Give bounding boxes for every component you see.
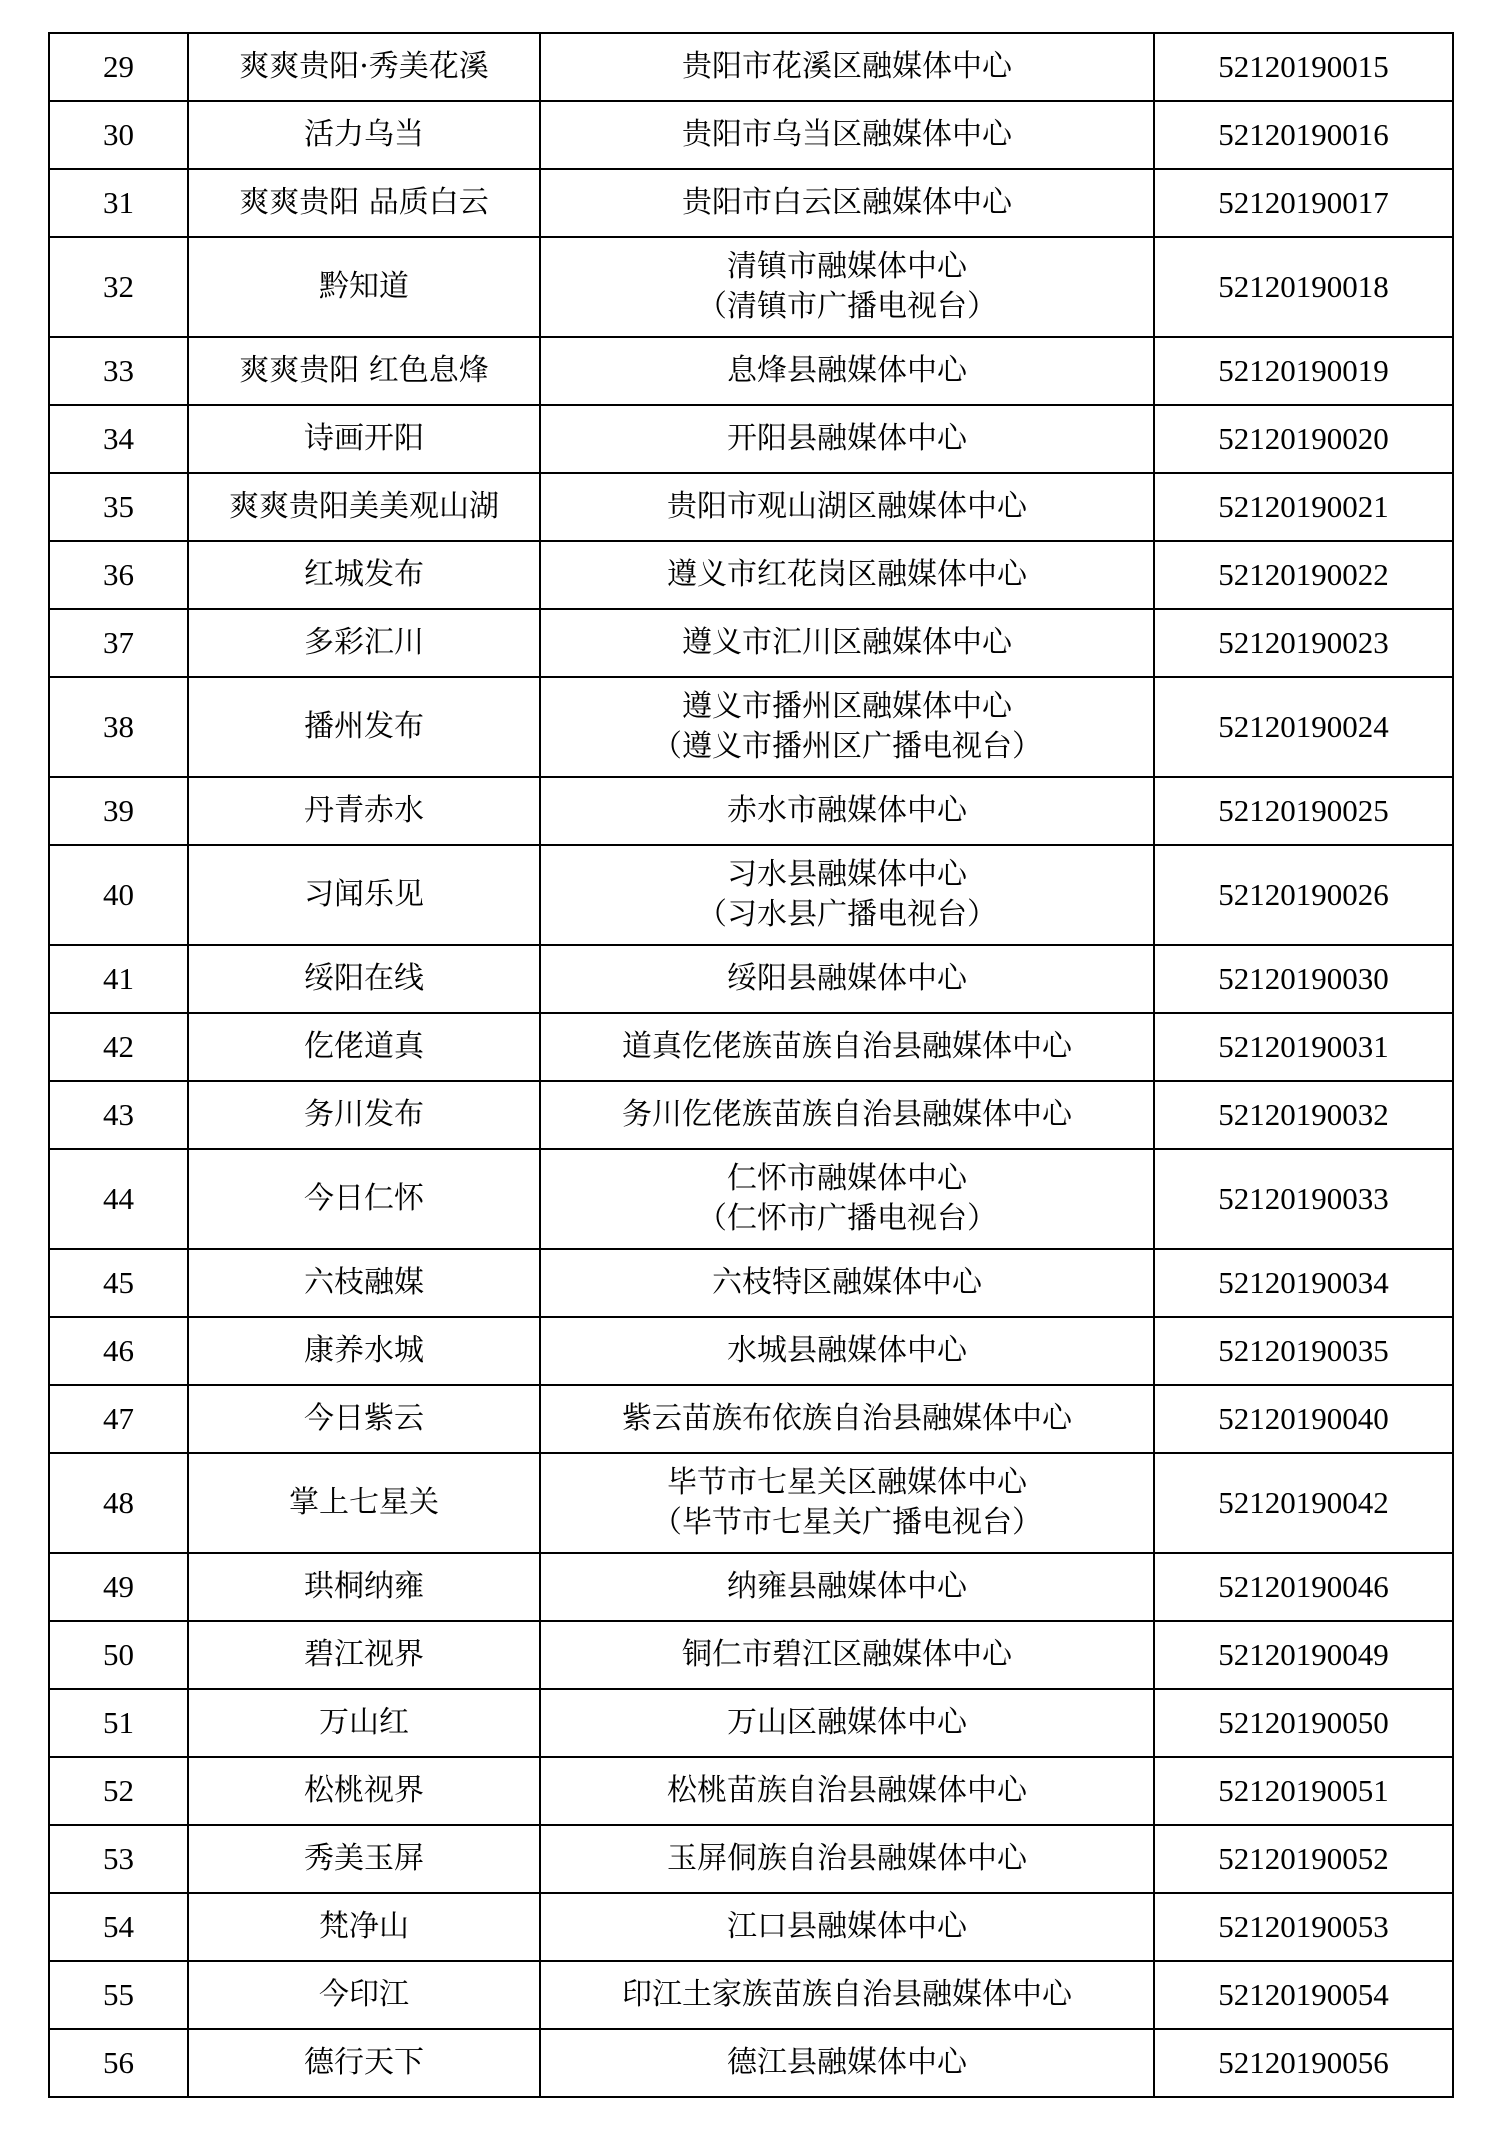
organization-cell — [540, 1825, 1154, 1893]
organization-name: 贵阳市乌当区融媒体中心 — [682, 117, 1012, 152]
organization-name: 万山区融媒体中心 — [727, 1705, 967, 1740]
organization-name: 贵阳市白云区融媒体中心 — [682, 185, 1012, 220]
row-number: 35 — [49, 473, 188, 541]
organization-alias: （遵义市播州区广播电视台） — [652, 729, 1042, 764]
account-name: 松桃视界 — [188, 1757, 540, 1825]
table-row — [49, 1961, 1453, 2029]
registration-code: 52120190025 — [1154, 777, 1453, 845]
account-name: 多彩汇川 — [188, 609, 540, 677]
table-row — [49, 677, 1453, 777]
account-name: 掌上七星关 — [188, 1453, 540, 1553]
registration-code: 52120190031 — [1154, 1013, 1453, 1081]
organization-cell — [540, 237, 1154, 337]
table-row — [49, 1317, 1453, 1385]
table-row — [49, 1249, 1453, 1317]
account-name: 丹青赤水 — [188, 777, 540, 845]
account-name: 红城发布 — [188, 541, 540, 609]
organization-cell — [540, 1689, 1154, 1757]
registration-code: 52120190023 — [1154, 609, 1453, 677]
organization-cell — [540, 1553, 1154, 1621]
registration-code: 52120190015 — [1154, 33, 1453, 101]
registration-code: 52120190026 — [1154, 845, 1453, 945]
organization-name: 印江土家族苗族自治县融媒体中心 — [622, 1977, 1072, 2012]
registration-code: 52120190050 — [1154, 1689, 1453, 1757]
organization-name: 江口县融媒体中心 — [727, 1909, 967, 1944]
row-number: 54 — [49, 1893, 188, 1961]
organization-cell — [540, 1081, 1154, 1149]
organization-cell — [540, 33, 1154, 101]
account-name: 碧江视界 — [188, 1621, 540, 1689]
table-row — [49, 541, 1453, 609]
organization-name: 务川仡佬族苗族自治县融媒体中心 — [622, 1097, 1072, 1132]
table-row — [49, 473, 1453, 541]
organization-name: 赤水市融媒体中心 — [727, 793, 967, 828]
organization-cell — [540, 2029, 1154, 2097]
account-name: 诗画开阳 — [188, 405, 540, 473]
row-number: 48 — [49, 1453, 188, 1553]
media-registry-table — [48, 32, 1454, 2098]
account-name: 爽爽贵阳美美观山湖 — [188, 473, 540, 541]
account-name: 黔知道 — [188, 237, 540, 337]
registration-code: 52120190035 — [1154, 1317, 1453, 1385]
organization-cell — [540, 541, 1154, 609]
registration-code: 52120190053 — [1154, 1893, 1453, 1961]
row-number: 41 — [49, 945, 188, 1013]
account-name: 务川发布 — [188, 1081, 540, 1149]
row-number: 36 — [49, 541, 188, 609]
account-name: 今日紫云 — [188, 1385, 540, 1453]
table-row — [49, 169, 1453, 237]
registration-code: 52120190049 — [1154, 1621, 1453, 1689]
organization-cell — [540, 677, 1154, 777]
table-row — [49, 405, 1453, 473]
organization-name: 德江县融媒体中心 — [727, 2045, 967, 2080]
organization-name: 道真仡佬族苗族自治县融媒体中心 — [622, 1029, 1072, 1064]
account-name: 六枝融媒 — [188, 1249, 540, 1317]
organization-cell — [540, 1453, 1154, 1553]
organization-cell — [540, 169, 1154, 237]
organization-cell — [540, 1621, 1154, 1689]
account-name: 绥阳在线 — [188, 945, 540, 1013]
table-row — [49, 1081, 1453, 1149]
organization-alias: （习水县广播电视台） — [697, 897, 997, 932]
organization-name: 贵阳市花溪区融媒体中心 — [682, 49, 1012, 84]
row-number: 46 — [49, 1317, 188, 1385]
table-row — [49, 2029, 1453, 2097]
organization-name: 开阳县融媒体中心 — [727, 421, 967, 456]
row-number: 50 — [49, 1621, 188, 1689]
table-row — [49, 1149, 1453, 1249]
row-number: 31 — [49, 169, 188, 237]
row-number: 34 — [49, 405, 188, 473]
table-row — [49, 1757, 1453, 1825]
organization-cell — [540, 337, 1154, 405]
table-row — [49, 1553, 1453, 1621]
organization-cell — [540, 1385, 1154, 1453]
account-name: 万山红 — [188, 1689, 540, 1757]
row-number: 33 — [49, 337, 188, 405]
table-body — [49, 33, 1453, 2097]
organization-name: 毕节市七星关区融媒体中心 — [667, 1465, 1027, 1500]
organization-cell — [540, 1757, 1154, 1825]
registration-code: 52120190054 — [1154, 1961, 1453, 2029]
organization-cell — [540, 609, 1154, 677]
registration-code: 52120190034 — [1154, 1249, 1453, 1317]
organization-cell — [540, 1249, 1154, 1317]
table-row — [49, 777, 1453, 845]
organization-name: 贵阳市观山湖区融媒体中心 — [667, 489, 1027, 524]
row-number: 30 — [49, 101, 188, 169]
organization-cell — [540, 405, 1154, 473]
row-number: 42 — [49, 1013, 188, 1081]
organization-name: 水城县融媒体中心 — [727, 1333, 967, 1368]
organization-name: 铜仁市碧江区融媒体中心 — [682, 1637, 1012, 1672]
account-name: 播州发布 — [188, 677, 540, 777]
row-number: 44 — [49, 1149, 188, 1249]
row-number: 49 — [49, 1553, 188, 1621]
row-number: 55 — [49, 1961, 188, 2029]
row-number: 32 — [49, 237, 188, 337]
organization-name: 仁怀市融媒体中心 — [727, 1161, 967, 1196]
organization-name: 遵义市红花岗区融媒体中心 — [667, 557, 1027, 592]
registration-code: 52120190017 — [1154, 169, 1453, 237]
table-row — [49, 237, 1453, 337]
account-name: 梵净山 — [188, 1893, 540, 1961]
organization-name: 息烽县融媒体中心 — [727, 353, 967, 388]
row-number: 37 — [49, 609, 188, 677]
registration-code: 52120190020 — [1154, 405, 1453, 473]
organization-name: 清镇市融媒体中心 — [727, 249, 967, 284]
account-name: 秀美玉屏 — [188, 1825, 540, 1893]
registration-code: 52120190042 — [1154, 1453, 1453, 1553]
table-row — [49, 337, 1453, 405]
registration-code: 52120190056 — [1154, 2029, 1453, 2097]
organization-alias: （仁怀市广播电视台） — [697, 1201, 997, 1236]
organization-cell — [540, 1961, 1154, 2029]
account-name: 珙桐纳雍 — [188, 1553, 540, 1621]
registration-code: 52120190018 — [1154, 237, 1453, 337]
account-name: 活力乌当 — [188, 101, 540, 169]
table-row — [49, 101, 1453, 169]
account-name: 习闻乐见 — [188, 845, 540, 945]
account-name: 爽爽贵阳 品质白云 — [188, 169, 540, 237]
account-name: 爽爽贵阳 红色息烽 — [188, 337, 540, 405]
row-number: 56 — [49, 2029, 188, 2097]
organization-cell — [540, 1013, 1154, 1081]
row-number: 39 — [49, 777, 188, 845]
table-row — [49, 845, 1453, 945]
row-number: 47 — [49, 1385, 188, 1453]
table-row — [49, 1689, 1453, 1757]
registration-code: 52120190030 — [1154, 945, 1453, 1013]
registration-code: 52120190051 — [1154, 1757, 1453, 1825]
table-row — [49, 1013, 1453, 1081]
account-name: 今日仁怀 — [188, 1149, 540, 1249]
organization-name: 玉屏侗族自治县融媒体中心 — [667, 1841, 1027, 1876]
table-row — [49, 1453, 1453, 1553]
table-row — [49, 33, 1453, 101]
registration-code: 52120190052 — [1154, 1825, 1453, 1893]
row-number: 43 — [49, 1081, 188, 1149]
row-number: 38 — [49, 677, 188, 777]
table-row — [49, 1385, 1453, 1453]
row-number: 51 — [49, 1689, 188, 1757]
account-name: 今印江 — [188, 1961, 540, 2029]
organization-cell — [540, 845, 1154, 945]
account-name: 仡佬道真 — [188, 1013, 540, 1081]
registration-code: 52120190024 — [1154, 677, 1453, 777]
row-number: 40 — [49, 845, 188, 945]
organization-name: 遵义市播州区融媒体中心 — [682, 689, 1012, 724]
organization-cell — [540, 1893, 1154, 1961]
organization-name: 绥阳县融媒体中心 — [727, 961, 967, 996]
row-number: 45 — [49, 1249, 188, 1317]
row-number: 53 — [49, 1825, 188, 1893]
table-row — [49, 1893, 1453, 1961]
registration-code: 52120190019 — [1154, 337, 1453, 405]
account-name: 德行天下 — [188, 2029, 540, 2097]
table-row — [49, 1825, 1453, 1893]
table-row — [49, 1621, 1453, 1689]
organization-name: 松桃苗族自治县融媒体中心 — [667, 1773, 1027, 1808]
organization-name: 六枝特区融媒体中心 — [712, 1265, 982, 1300]
registration-code: 52120190021 — [1154, 473, 1453, 541]
organization-name: 纳雍县融媒体中心 — [727, 1569, 967, 1604]
row-number: 29 — [49, 33, 188, 101]
organization-cell — [540, 777, 1154, 845]
registration-code: 52120190046 — [1154, 1553, 1453, 1621]
organization-name: 紫云苗族布依族自治县融媒体中心 — [622, 1401, 1072, 1436]
organization-cell — [540, 473, 1154, 541]
table-row — [49, 609, 1453, 677]
registration-code: 52120190032 — [1154, 1081, 1453, 1149]
table-row — [49, 945, 1453, 1013]
account-name: 康养水城 — [188, 1317, 540, 1385]
row-number: 52 — [49, 1757, 188, 1825]
organization-alias: （毕节市七星关广播电视台） — [652, 1505, 1042, 1540]
registration-code: 52120190033 — [1154, 1149, 1453, 1249]
organization-name: 习水县融媒体中心 — [727, 857, 967, 892]
registration-code: 52120190022 — [1154, 541, 1453, 609]
organization-alias: （清镇市广播电视台） — [697, 289, 997, 324]
organization-cell — [540, 1149, 1154, 1249]
registration-code: 52120190016 — [1154, 101, 1453, 169]
organization-cell — [540, 1317, 1154, 1385]
organization-name: 遵义市汇川区融媒体中心 — [682, 625, 1012, 660]
organization-cell — [540, 101, 1154, 169]
organization-cell — [540, 945, 1154, 1013]
registration-code: 52120190040 — [1154, 1385, 1453, 1453]
account-name: 爽爽贵阳·秀美花溪 — [188, 33, 540, 101]
